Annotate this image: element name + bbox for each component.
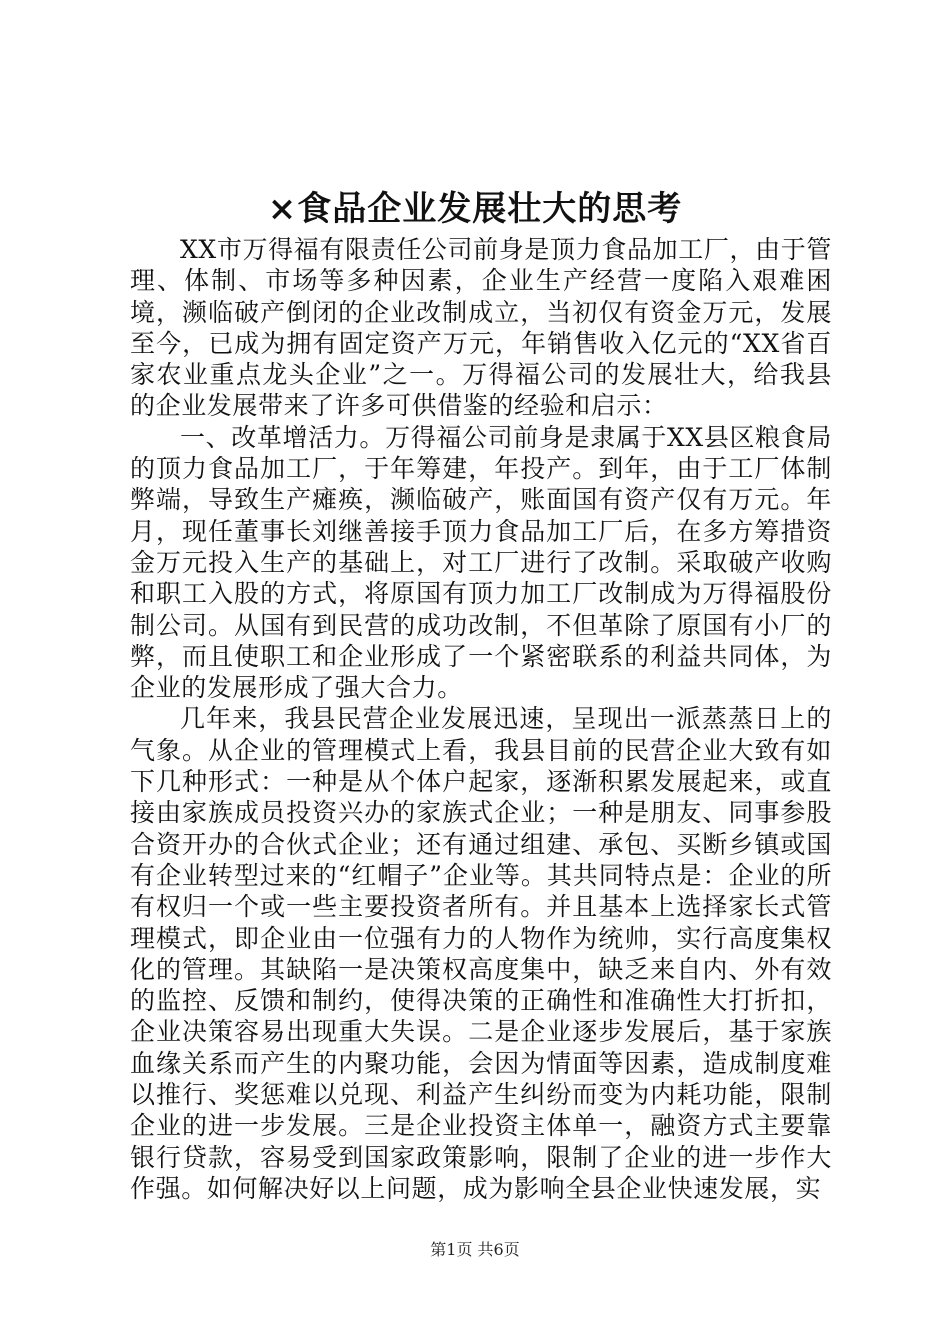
page-number-footer: 第1页 共6页 [430,1240,520,1259]
document-body [130,234,832,1204]
paragraph-private-enterprises: 几年来，我县民营企业发展迅速，呈现出一派蒸蒸日上的气象。从企业的管理模式上看，我县目前的民营企业大致有如下几种形式：一种是从个体户起家，逐渐积累发展起来，或直接由家族成员投资兴办的家族式企业；一种是朋友、同事参股合资开办的合伙式企业；还有通过组建、承包、买断乡镇或国有企业转型过来的“红帽子”企业等。其共同特点是：企业的所有权归一个或一些主要投资者所有。并且基本上选择家长式管理模式，即企业由一位强有力的人物作为统帅，实行高度集权化的管理。其缺陷一是决策权高度集中，缺乏来自内、外有效的监控、反馈和制约，使得决策的正确性和准确性大打折扣，企业决策容易出现重大失误。二是企业逐步发展后，基于家族血缘关系而产生的内聚功能，会因为情面等因素，造成制度难以推行、奖惩难以兑现、利益产生纠纷而变为内耗功能，限制企业的进一步发展。三是企业投资主体单一，融资方式主要靠银行贷款，容易受到国家政策影响，限制了企业的进一步作大作强。如何解决好以上问题，成为影响全县企业快速发展，实 [130,704,832,1203]
document-title: ×食品企业发展壮大的思考 [267,189,683,229]
paragraph-reform: 一、改革增活力。万得福公司前身是隶属于XX县区粮食局的顶力食品加工厂，于年筹建，年投产。到年，由于工厂体制弊端，导致生产瘫痪，濒临破产，账面国有资产仅有万元。年月，现任董事长刘继善接手顶力食品加工厂后，在多方筹措资金万元投入生产的基础上，对工厂进行了改制。采取破产收购和职工入股的方式，将原国有顶力加工厂改制成为万得福股份制公司。从国有到民营的成功改制，不但革除了原国有小厂的弊，而且使职工和企业形成了一个紧密联系的利益共同体，为企业的发展形成了强大合力。 [130,422,832,703]
paragraph-intro: XX市万得福有限责任公司前身是顶力食品加工厂，由于管理、体制、市场等多种因素，企业生产经营一度陷入艰难困境，濒临破产倒闭的企业改制成立，当初仅有资金万元，发展至今，已成为拥有固定资产万元，年销售收入亿元的“XX省百家农业重点龙头企业”之一。万得福公司的发展壮大，给我县的企业发展带来了许多可供借鉴的经验和启示： [130,235,832,421]
